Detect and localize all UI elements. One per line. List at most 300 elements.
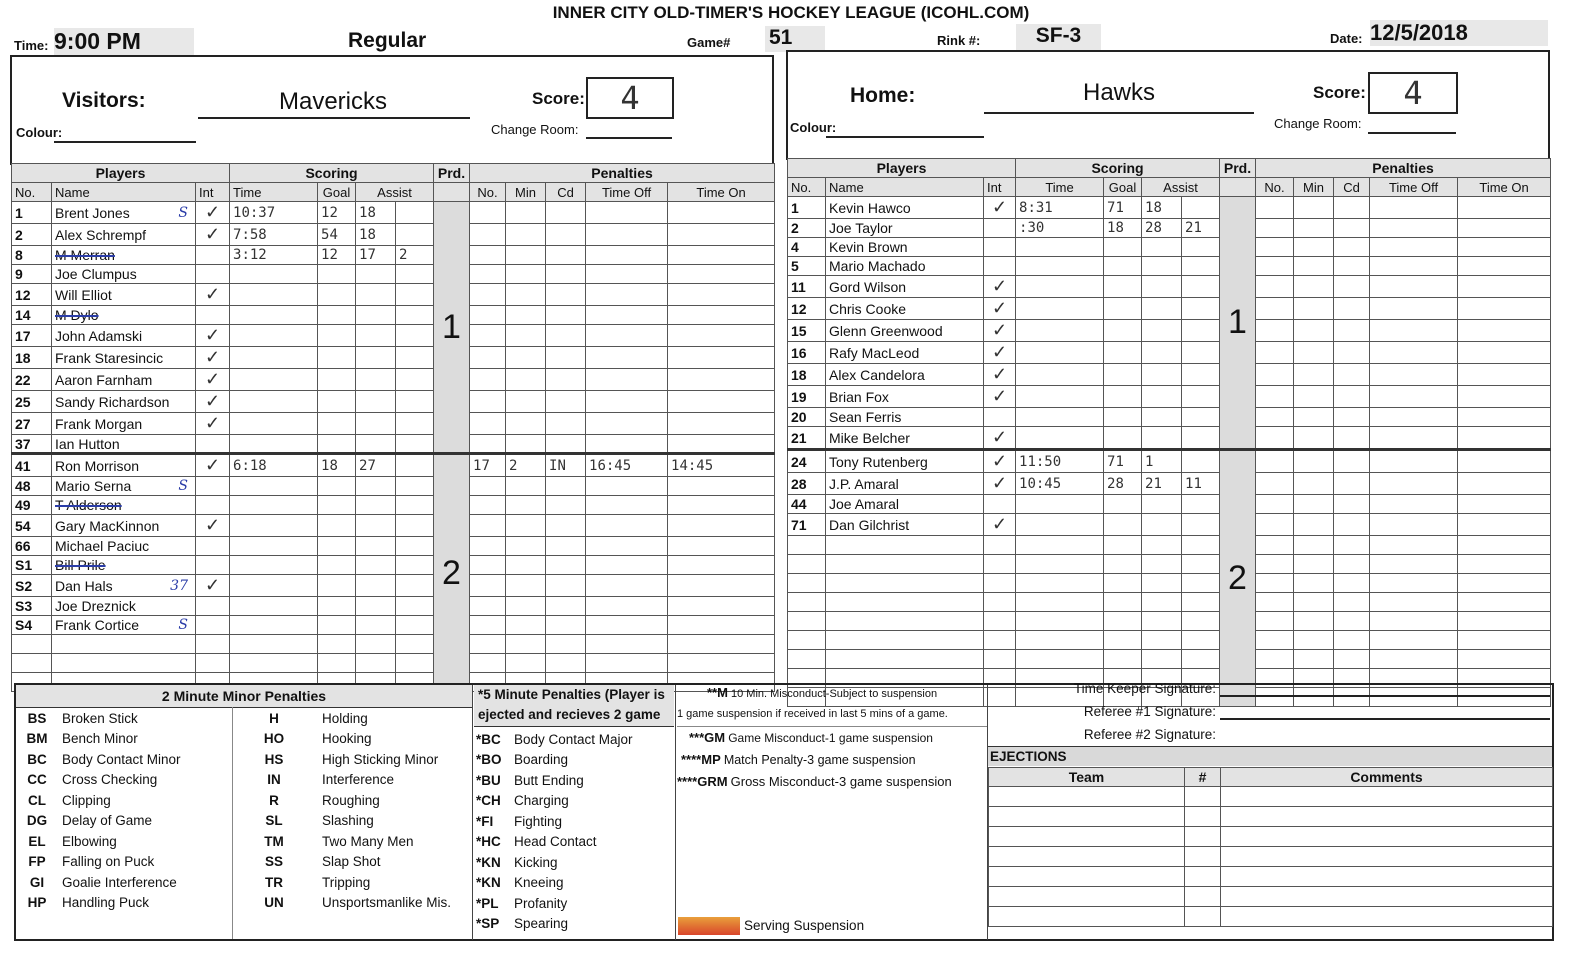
assist-1 [1142, 386, 1182, 408]
penalty-cd [546, 537, 586, 556]
prd-header: Prd. [434, 164, 470, 183]
ejection-row [989, 887, 1553, 907]
assist-2 [396, 391, 434, 413]
penalty-no [470, 265, 506, 284]
major-penalty-row [474, 893, 674, 914]
visitor-player-row [12, 224, 775, 246]
goal-time: 3:12 [230, 246, 318, 265]
player-int-check [196, 597, 230, 616]
penalty-code: UN [264, 895, 284, 911]
penalty-cell [1458, 342, 1551, 364]
penalty-name: Kneeing [514, 875, 564, 891]
assist-1 [356, 515, 396, 537]
player-name: Brian Fox [826, 386, 984, 408]
penalty-time-on [668, 325, 775, 347]
player-int-check: ✓ [984, 298, 1016, 320]
penalty-cell [1294, 342, 1334, 364]
player-number: S1 [12, 556, 52, 575]
assist-2 [396, 537, 434, 556]
penalty-code: SL [265, 813, 283, 829]
player-number: 18 [788, 364, 826, 386]
penalty-time-on [668, 575, 775, 597]
player-int-check: ✓ [984, 386, 1016, 408]
penalty-no [470, 597, 506, 616]
assist-2 [396, 496, 434, 515]
penalty-code: BS [27, 710, 47, 726]
penalty-cell [1334, 408, 1370, 427]
ejection-cell[interactable] [989, 827, 1185, 847]
player-int-check [984, 555, 1016, 574]
player-name [826, 574, 984, 593]
penalty-cell [1334, 514, 1370, 536]
player-int-check: ✓ [196, 347, 230, 369]
referee1-signature-line[interactable] [1220, 718, 1550, 720]
penalty-no: 17 [470, 454, 506, 477]
player-name-cell [52, 575, 196, 597]
goal-time [1016, 650, 1104, 669]
goal-scorer [318, 654, 356, 673]
penalty-cell [1294, 257, 1334, 276]
penalty-name: Spearing [514, 916, 569, 932]
player-name: Aaron Farnham [55, 371, 153, 388]
visitors-label: Visitors: [62, 89, 146, 112]
penalty-cell [1256, 364, 1294, 386]
m-text-2: 1 game suspension if received in last 5 mins of a game. [677, 708, 948, 720]
player-name: Tony Rutenberg [826, 450, 984, 473]
penalty-name: Body Contact Major [514, 731, 633, 747]
penalty-cell [1256, 238, 1294, 257]
player-name: Mario Machado [826, 257, 984, 276]
penalty-time-on [668, 597, 775, 616]
ejection-cell[interactable] [989, 867, 1185, 887]
penalty-no [470, 435, 506, 454]
major-penalty-row [474, 750, 674, 771]
assist-2 [396, 435, 434, 454]
goal-scorer [318, 616, 356, 635]
player-name: T Alderson [55, 497, 122, 513]
penalty-name: Slashing [322, 813, 374, 829]
major-penalty-row [474, 791, 674, 812]
player-name: Dan Gilchrist [826, 514, 984, 536]
ejection-cell[interactable] [1221, 847, 1553, 867]
assist-2: 2 [396, 246, 434, 265]
major-penalty-row [474, 770, 674, 791]
player-number [788, 612, 826, 631]
goal-time [230, 391, 318, 413]
assist-1 [356, 616, 396, 635]
minor-penalty-row [16, 729, 472, 750]
player-name-cell [52, 202, 196, 224]
player-int-check [984, 612, 1016, 631]
ejection-cell[interactable] [1185, 847, 1221, 867]
penalty-code: H [269, 710, 279, 726]
goal-scorer [318, 284, 356, 306]
ejection-cell[interactable] [1221, 907, 1553, 927]
assist-1 [356, 477, 396, 496]
penalty-cell [1294, 364, 1334, 386]
penalty-cell [1256, 574, 1294, 593]
assist-2 [1182, 593, 1220, 612]
player-name-cell [52, 306, 196, 325]
assist-1: 28 [1142, 219, 1182, 238]
penalty-cd [546, 413, 586, 435]
goal-scorer [318, 515, 356, 537]
player-int-check [196, 616, 230, 635]
ejection-cell[interactable] [1185, 827, 1221, 847]
assist-2 [1182, 514, 1220, 536]
penalty-min [506, 575, 546, 597]
player-number: 20 [788, 408, 826, 427]
assist-2 [396, 284, 434, 306]
penalty-name: Two Many Men [322, 833, 414, 849]
visitor-player-row [12, 435, 775, 454]
penalty-name: Boarding [514, 752, 569, 768]
penalty-cell [1256, 408, 1294, 427]
home-penalties-header: Penalties [1256, 159, 1551, 178]
penalty-cd [546, 635, 586, 654]
penalty-min [506, 616, 546, 635]
assist-1 [1142, 320, 1182, 342]
goal-scorer: 12 [318, 202, 356, 224]
home-player-row [788, 364, 1551, 386]
home-col-time: Time [1016, 178, 1104, 197]
penalty-cell [1370, 514, 1458, 536]
penalty-cell [1370, 257, 1458, 276]
penalty-time-on [668, 202, 775, 224]
penalty-cd [546, 654, 586, 673]
penalty-cd [546, 347, 586, 369]
player-note: S [178, 478, 188, 494]
assist-1 [1142, 514, 1182, 536]
timekeeper-signature-line[interactable] [1220, 695, 1550, 697]
goal-time [230, 515, 318, 537]
serving-suspension-label: Serving Suspension [744, 918, 865, 933]
player-int-check [984, 257, 1016, 276]
player-number [12, 654, 52, 673]
assist-2 [1182, 536, 1220, 555]
player-int-check [984, 536, 1016, 555]
goal-scorer [1104, 574, 1142, 593]
player-int-check [984, 495, 1016, 514]
home-player-row [788, 342, 1551, 364]
player-int-check [984, 650, 1016, 669]
penalty-name: Profanity [514, 895, 568, 911]
penalty-min [506, 496, 546, 515]
penalty-cell [1256, 320, 1294, 342]
assist-1 [1142, 631, 1182, 650]
penalty-cell [1334, 427, 1370, 450]
penalty-cell [1370, 276, 1458, 298]
penalty-code: *BC [476, 731, 501, 747]
assist-2 [396, 325, 434, 347]
visitor-player-row [12, 265, 775, 284]
col-time: Time [230, 183, 318, 202]
ejection-cell[interactable] [1221, 887, 1553, 907]
penalty-cell [1256, 450, 1294, 473]
scoring-header: Scoring [230, 164, 434, 183]
player-name: Will Elliot [55, 286, 112, 303]
penalty-cell [1294, 650, 1334, 669]
penalty-time-on [668, 654, 775, 673]
penalty-code: CL [28, 792, 46, 808]
penalty-name: Unsportsmanlike Mis. [322, 895, 452, 911]
penalty-cell [1458, 473, 1551, 495]
time-label: Time: [14, 38, 49, 53]
penalty-time-on [668, 635, 775, 654]
player-int-check [984, 593, 1016, 612]
player-name-cell [52, 616, 196, 635]
assist-2 [396, 369, 434, 391]
penalty-cell [1294, 593, 1334, 612]
home-period-2-label: 2 [1220, 450, 1256, 707]
penalty-cell [1458, 219, 1551, 238]
assist-1 [1142, 427, 1182, 450]
ejection-cell[interactable] [1185, 787, 1221, 807]
player-name: Frank Staresincic [55, 349, 164, 366]
ejection-cell[interactable] [989, 847, 1185, 867]
penalty-cell [1334, 473, 1370, 495]
player-name: Mario Serna [55, 478, 132, 494]
ejection-cell[interactable] [1185, 907, 1221, 927]
player-name: Ron Morrison [55, 457, 140, 474]
col-pen-no: No. [470, 183, 506, 202]
home-col-cd: Cd [1334, 178, 1370, 197]
penalty-cell [1334, 238, 1370, 257]
assist-2 [396, 477, 434, 496]
penalty-time-off [586, 284, 668, 306]
assist-2 [1182, 238, 1220, 257]
major-penalty-row [474, 852, 674, 873]
player-name-cell [52, 391, 196, 413]
penalty-time-off [586, 306, 668, 325]
penalty-cell [1294, 197, 1334, 219]
player-int-check: ✓ [196, 202, 230, 224]
penalty-time-on [668, 347, 775, 369]
penalty-code: *KN [476, 854, 501, 870]
player-number: 41 [12, 454, 52, 477]
penalty-time-on [668, 616, 775, 635]
penalty-code: EL [28, 833, 46, 849]
goal-scorer [1104, 386, 1142, 408]
goal-time [230, 654, 318, 673]
player-number: 9 [12, 265, 52, 284]
goal-scorer [1104, 593, 1142, 612]
player-number: 22 [12, 369, 52, 391]
visitor-player-row [12, 284, 775, 306]
player-number [788, 574, 826, 593]
minor-penalty-row [16, 872, 472, 893]
minor-penalty-row [16, 893, 472, 914]
player-number: 8 [12, 246, 52, 265]
visitor-player-row [12, 575, 775, 597]
penalty-no [470, 369, 506, 391]
game-label: Game# [687, 35, 731, 50]
penalty-code: R [269, 792, 279, 808]
assist-2 [1182, 257, 1220, 276]
home-col-time-off: Time Off [1370, 178, 1458, 197]
penalty-name: Fighting [514, 813, 563, 829]
ejection-cell[interactable] [989, 907, 1185, 927]
time-value: 9:00 PM [54, 28, 194, 56]
visitor-player-row [12, 325, 775, 347]
goal-scorer [318, 369, 356, 391]
ejection-cell[interactable] [1185, 887, 1221, 907]
goal-scorer [1104, 514, 1142, 536]
assist-2 [396, 616, 434, 635]
penalty-cell [1256, 555, 1294, 574]
col-cd: Cd [546, 183, 586, 202]
visitor-player-row [12, 369, 775, 391]
penalty-name: Delay of Game [62, 813, 153, 829]
goal-scorer [318, 391, 356, 413]
player-number: 48 [12, 477, 52, 496]
player-int-check: ✓ [984, 276, 1016, 298]
penalties-header: Penalties [470, 164, 775, 183]
player-int-check [196, 654, 230, 673]
penalty-cell [1256, 536, 1294, 555]
players-header: Players [12, 164, 230, 183]
goal-time [1016, 342, 1104, 364]
goal-scorer: 12 [318, 246, 356, 265]
penalty-time-off [586, 556, 668, 575]
penalty-time-off [586, 597, 668, 616]
assist-1: 27 [356, 454, 396, 477]
player-int-check: ✓ [984, 473, 1016, 495]
home-player-row [788, 320, 1551, 342]
ejection-cell[interactable] [989, 807, 1185, 827]
minor-penalty-row [16, 749, 472, 770]
player-name: Gord Wilson [826, 276, 984, 298]
penalty-cd [546, 246, 586, 265]
goal-scorer [318, 265, 356, 284]
penalty-code: *HC [476, 834, 501, 850]
penalty-time-off [586, 413, 668, 435]
home-colour-label: Colour: [790, 120, 837, 135]
penalty-time-off [586, 575, 668, 597]
penalty-cell [1294, 219, 1334, 238]
player-number: 12 [12, 284, 52, 306]
player-int-check [196, 537, 230, 556]
home-player-row [788, 555, 1551, 574]
assist-1 [356, 413, 396, 435]
player-int-check [984, 238, 1016, 257]
assist-2 [1182, 342, 1220, 364]
penalty-name: Body Contact Minor [62, 751, 181, 767]
penalty-cell [1458, 298, 1551, 320]
goal-scorer [318, 325, 356, 347]
assist-2: 21 [1182, 219, 1220, 238]
assist-1 [1142, 364, 1182, 386]
player-number: 15 [788, 320, 826, 342]
assist-1 [1142, 276, 1182, 298]
penalty-min [506, 246, 546, 265]
ejection-cell[interactable] [1221, 787, 1553, 807]
player-int-check: ✓ [984, 514, 1016, 536]
goal-time: 6:18 [230, 454, 318, 477]
goal-scorer [1104, 408, 1142, 427]
player-number: 54 [12, 515, 52, 537]
penalty-time-off [586, 537, 668, 556]
visitor-player-row [12, 246, 775, 265]
ejection-row [989, 787, 1553, 807]
assist-2: 11 [1182, 473, 1220, 495]
player-number: 25 [12, 391, 52, 413]
penalty-cell [1256, 473, 1294, 495]
ejection-cell[interactable] [1221, 827, 1553, 847]
penalty-no [470, 477, 506, 496]
home-player-row [788, 450, 1551, 473]
ejection-cell[interactable] [989, 887, 1185, 907]
penalty-name: Butt Ending [514, 772, 584, 788]
grm-code: ****GRM [677, 774, 728, 789]
ejections-comments-header: Comments [1221, 768, 1553, 787]
visitor-player-row [12, 347, 775, 369]
assist-1 [356, 347, 396, 369]
assist-2 [1182, 450, 1220, 473]
penalty-cd [546, 265, 586, 284]
player-name-cell [52, 246, 196, 265]
penalty-cell [1458, 536, 1551, 555]
assist-1 [356, 537, 396, 556]
penalty-cell [1294, 574, 1334, 593]
minor-penalties-title: 2 Minute Minor Penalties [16, 685, 472, 708]
goal-time [230, 369, 318, 391]
ejection-cell[interactable] [1185, 807, 1221, 827]
player-number: 5 [788, 257, 826, 276]
grm-text: Gross Misconduct-3 game suspension [730, 774, 952, 789]
ejection-row [989, 847, 1553, 867]
player-name [826, 593, 984, 612]
visitors-change-room-label: Change Room: [491, 122, 579, 137]
penalty-name: High Sticking Minor [322, 751, 439, 767]
penalty-min [506, 369, 546, 391]
player-number: 16 [788, 342, 826, 364]
penalty-code: *BO [476, 752, 502, 768]
home-player-row [788, 536, 1551, 555]
penalty-name: Bench Minor [62, 731, 138, 747]
ejection-cell[interactable] [1221, 807, 1553, 827]
player-int-check: ✓ [196, 575, 230, 597]
player-number [788, 536, 826, 555]
penalty-cell [1458, 555, 1551, 574]
ejection-cell[interactable] [989, 787, 1185, 807]
assist-1 [356, 597, 396, 616]
goal-scorer: 71 [1104, 450, 1142, 473]
penalty-name: Slap Shot [322, 854, 381, 870]
goal-scorer [318, 597, 356, 616]
player-name-cell [52, 347, 196, 369]
penalty-time-off [586, 224, 668, 246]
penalty-cell [1458, 631, 1551, 650]
penalty-cell [1256, 342, 1294, 364]
penalty-cell [1294, 408, 1334, 427]
penalty-code: *PL [476, 895, 499, 911]
penalty-cell [1294, 450, 1334, 473]
ejection-cell[interactable] [1221, 867, 1553, 887]
penalty-name: Charging [514, 793, 569, 809]
penalty-cell [1334, 298, 1370, 320]
home-players-header: Players [788, 159, 1016, 178]
player-name-cell [52, 537, 196, 556]
penalty-cell [1334, 257, 1370, 276]
ejection-cell[interactable] [1185, 867, 1221, 887]
penalty-cell [1334, 450, 1370, 473]
player-name: M Dylo [55, 307, 99, 323]
penalty-code: TM [264, 833, 284, 849]
penalty-name: Clipping [62, 792, 111, 808]
penalty-name: Head Contact [514, 834, 597, 850]
penalty-name: Elbowing [62, 833, 117, 849]
